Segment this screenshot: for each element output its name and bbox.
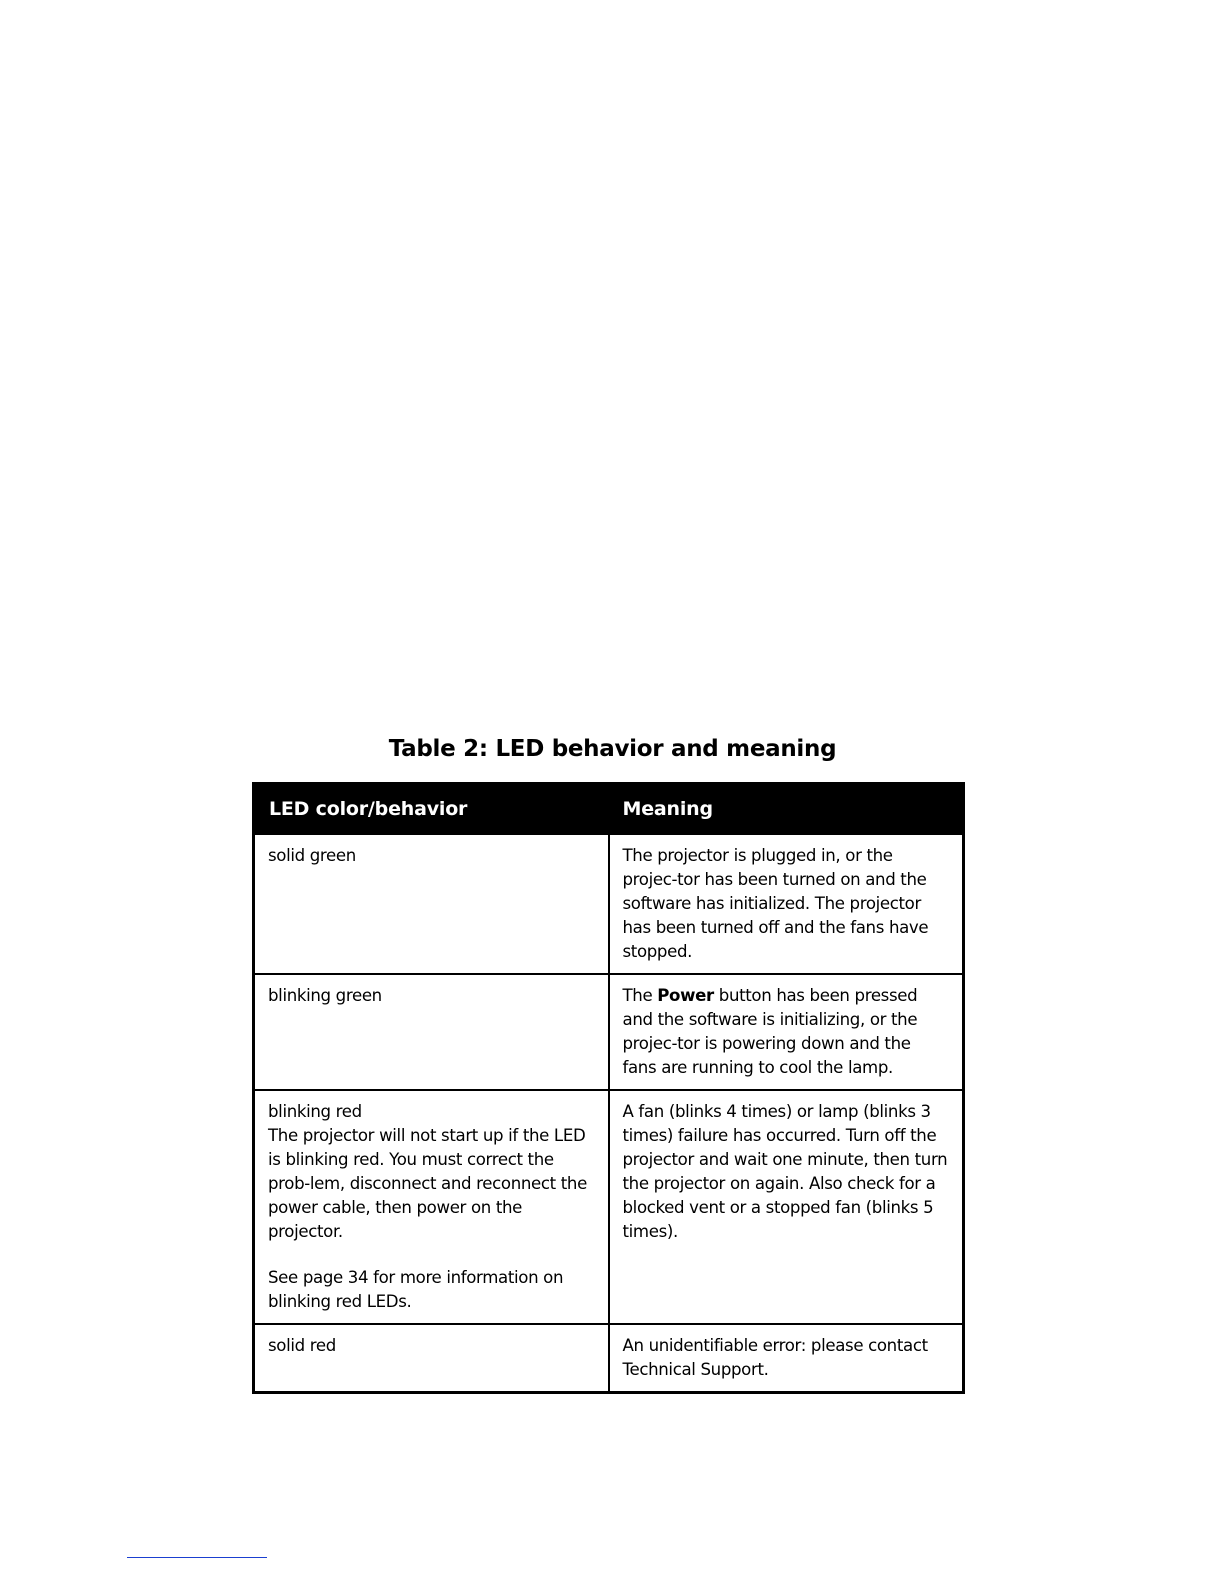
power-button-term: Power — [657, 986, 714, 1005]
led-behavior: blinking green — [268, 986, 382, 1005]
led-cell — [254, 1324, 609, 1393]
table-row — [254, 1090, 964, 1324]
meaning-cell — [609, 1090, 964, 1324]
meaning-text-pre: The — [622, 986, 658, 1005]
led-behavior: solid green — [268, 846, 356, 865]
column-header-meaning: Meaning — [609, 784, 964, 835]
meaning-text: A fan (blinks 4 times) or lamp (blinks 3 times) failure has occurred. Turn off the projector and wait one minute, then turn the projector on again. Also check for a blocked vent or a stopped fan (blinks 5 times). — [622, 1102, 948, 1241]
led-see-also: See page 34 for more information on blinking red LEDs. — [268, 1268, 564, 1311]
led-cell — [254, 974, 609, 1090]
table-caption: Table 2: LED behavior and meaning — [388, 736, 837, 762]
meaning-cell — [609, 1324, 964, 1393]
meaning-text: The projector is plugged in, or the projec-tor has been turned on and the software has initialized. The projector has been turned off and the fans have stopped. — [622, 846, 929, 961]
led-behavior-table — [252, 782, 965, 1394]
led-behavior: blinking red — [268, 1102, 362, 1121]
meaning-cell — [609, 974, 964, 1090]
table-row — [254, 974, 964, 1090]
footer-link-rule — [127, 1557, 267, 1558]
meaning-text: An unidentifiable error: please contact Technical Support. — [622, 1336, 928, 1379]
led-behavior: solid red — [268, 1336, 336, 1355]
led-cell — [254, 1090, 609, 1324]
led-note: The projector will not start up if the LED is blinking red. You must correct the prob-lem, disconnect and reconnect the power cable, then power on the projector. — [268, 1126, 587, 1241]
table-header-row — [254, 784, 964, 835]
meaning-cell — [609, 834, 964, 974]
table-row — [254, 1324, 964, 1393]
table-row — [254, 834, 964, 974]
column-header-led: LED color/behavior — [254, 784, 609, 835]
meaning-text-post: button has been pressed and the software is initializing, or the projec-tor is powering down and the fans are running to cool the lamp. — [622, 986, 918, 1077]
led-cell — [254, 834, 609, 974]
